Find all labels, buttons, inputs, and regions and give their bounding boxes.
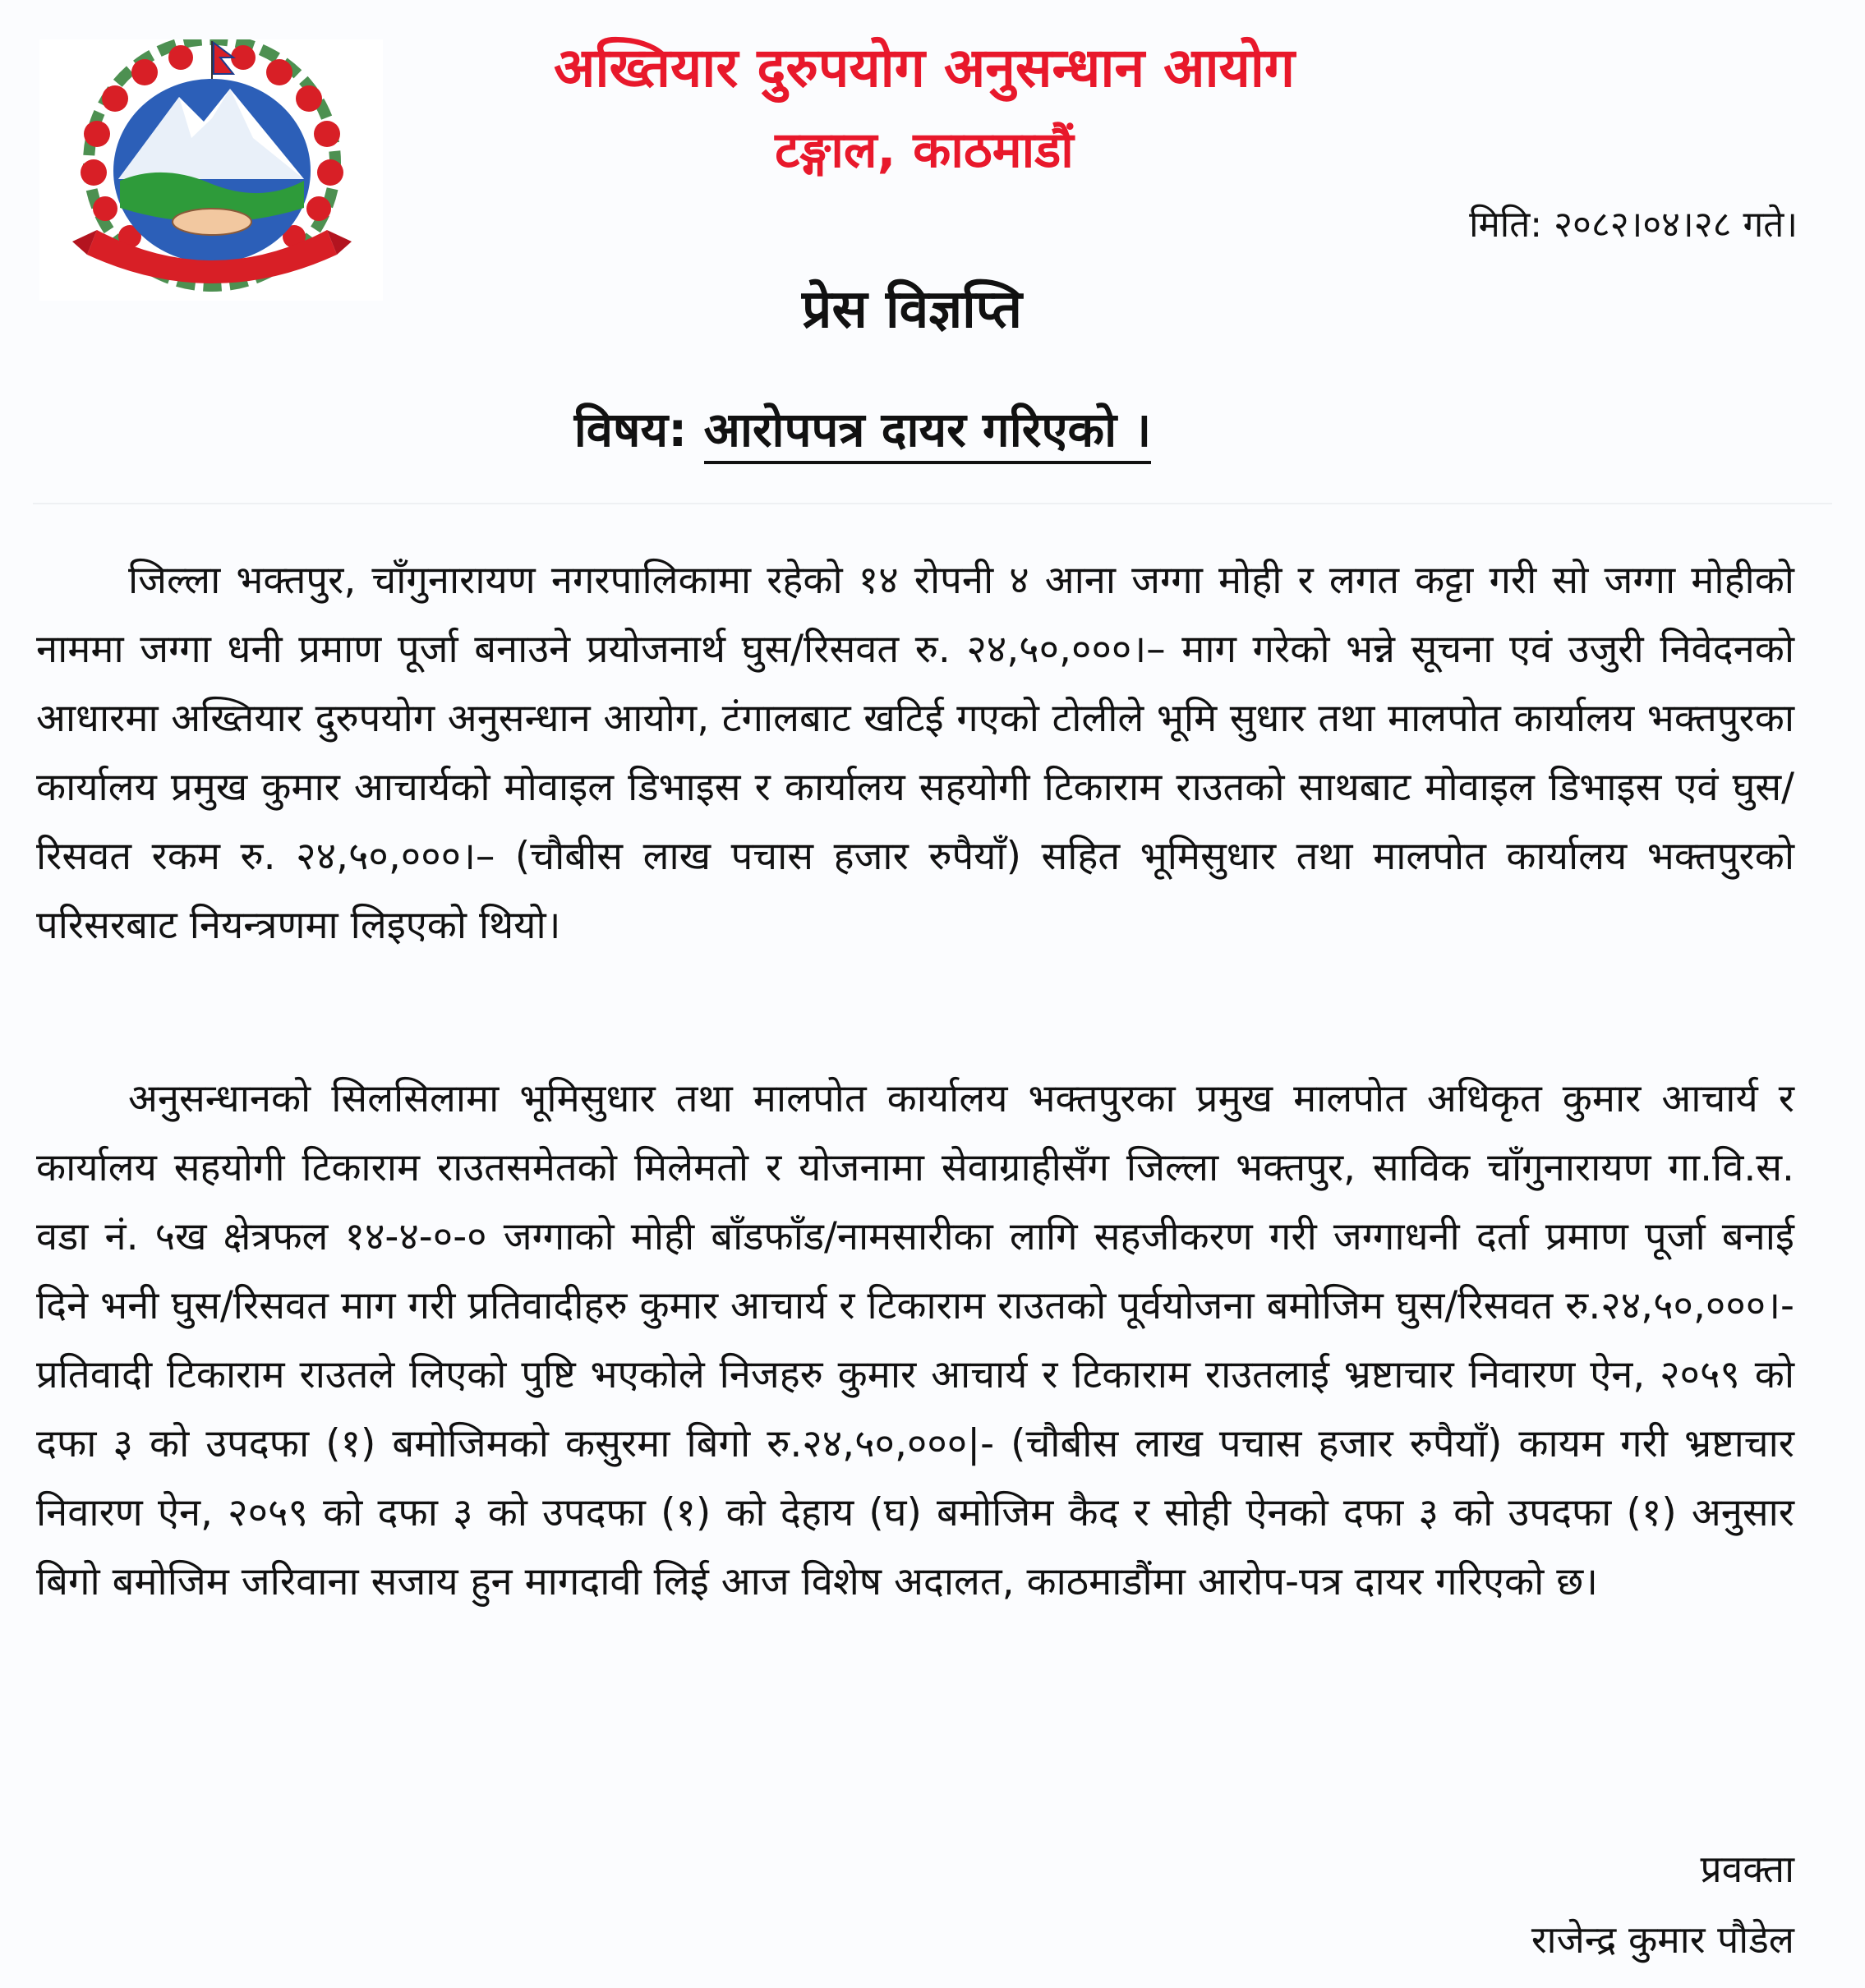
- emblem: [39, 39, 383, 301]
- page-title: प्रेस विज्ञप्ति: [802, 279, 1022, 340]
- handshake-icon: [173, 209, 251, 235]
- organization-location: टङ्गाल, काठमाडौं: [775, 122, 1074, 179]
- body-paragraph-1: जिल्ला भक्तपुर, चाँगुनारायण नगरपालिकामा रहेको १४ रोपनी ४ आना जग्गा मोही र लगत कट्टा गरी सो जग्गा मोहीको नाममा जग्गा धनी प्रमाण पूर्जा बनाउने प्रयोजनार्थ घुस/रिसवत रु. २४,५०,०००।– माग गरेको भन्ने सूचना एवं उजुरी निवेदनको आधारमा अख्तियार दुरुपयोग अनुसन्धान आयोग, टंगालबाट खटिई गएको टोलीले भूमि सुधार तथा मालपोत कार्यालय भक्तपुरका कार्यालय प्रमुख कुमार आचार्यको मोवाइल डिभाइस र कार्यालय सहयोगी टिकाराम राउतको साथबाट मोवाइल डिभाइस एवं घुस/रिसवत रकम रु. २४,५०,०००।– (चौबीस लाख पचास हजार रुपैयाँ) सहित भूमिसुधार तथा मालपोत कार्यालय भक्तपुरको परिसरबाट नियन्त्रणमा लिइएको थियो।: [36, 558, 1794, 948]
- date-line: मिति: २०८२।०४।२८ गते।: [1469, 204, 1798, 246]
- subject-label: विषय:: [573, 402, 688, 458]
- nepal-flag-icon: [212, 41, 233, 82]
- nepal-coat-of-arms-icon: [39, 39, 383, 301]
- organization-name: अख्तियार दुरुपयोग अनुसन्धान आयोग: [553, 36, 1296, 99]
- signature-role: प्रवक्ता: [1700, 1847, 1794, 1891]
- subject-text: आरोपपत्र दायर गरिएको ।: [704, 402, 1152, 464]
- signature-name: राजेन्द्र कुमार पौडेल: [1531, 1917, 1794, 1962]
- body-paragraph-2: अनुसन्धानको सिलसिलामा भूमिसुधार तथा मालपोत कार्यालय भक्तपुरका प्रमुख मालपोत अधिकृत कुमार आचार्य र कार्यालय सहयोगी टिकाराम राउतसमेतको मिलेमतो र योजनामा सेवाग्राहीसँग जिल्ला भक्तपुर, साविक चाँगुनारायण गा.वि.स. वडा नं. ५ख क्षेत्रफल १४-४-०-० जग्गाको मोही बाँडफाँड/नामसारीका लागि सहजीकरण गरी जग्गाधनी दर्ता प्रमाण पूर्जा बनाई दिने भनी घुस/रिसवत माग गरी प्रतिवादीहरु कुमार आचार्य र टिकाराम राउतको पूर्वयोजना बमोजिम घुस/रिसवत रु.२४,५०,०००।- प्रतिवादी टिकाराम राउतले लिएको पुष्टि भएकोले निजहरु कुमार आचार्य र टिकाराम राउतलाई भ्रष्टाचार निवारण ऐन, २०५९ को दफा ३ को उपदफा (१) बमोजिमको कसुरमा बिगो रु.२४,५०,०००|- (चौबीस लाख पचास हजार रुपैयाँ) कायम गरी भ्रष्टाचार निवारण ऐन, २०५९ को दफा ३ को उपदफा (१) को देहाय (घ) बमोजिम कैद र सोही ऐनको दफा ३ को उपदफा (१) अनुसार बिगो बमोजिम जरिवाना सजाय हुन मागदावी लिई आज विशेष अदालत, काठमाडौंमा आरोप-पत्र दायर गरिएको छ।: [36, 1076, 1794, 1604]
- subject-line: [411, 394, 1315, 465]
- divider: [33, 503, 1832, 504]
